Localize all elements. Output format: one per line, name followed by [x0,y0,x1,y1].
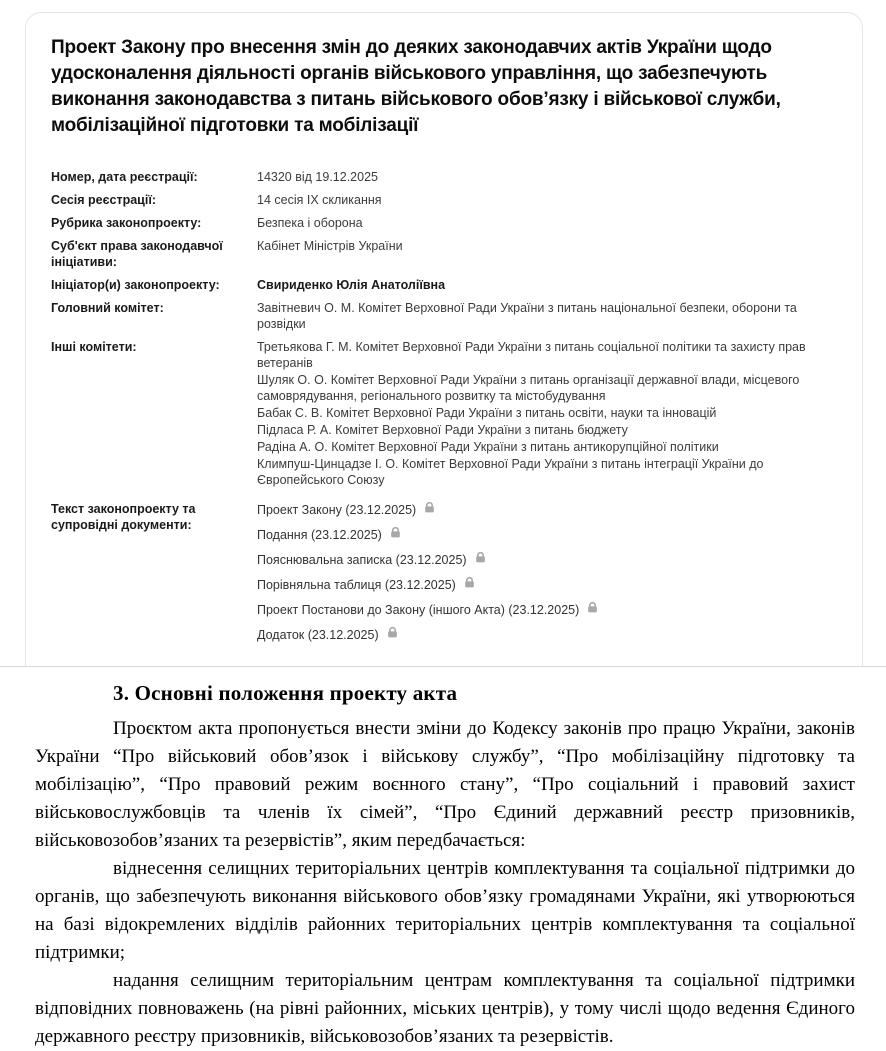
meta-row-main-committee [51,300,844,332]
meta-row-registration [51,169,844,185]
document-link-label: Пояснювальна записка (23.12.2025) [257,552,467,567]
document-link[interactable] [257,526,844,544]
lock-icon [389,526,402,544]
bill-title: Проект Закону про внесення змін до деяких законодавчих актів України щодо удосконалення діяльності органів військового управління, що забезпечують виконання законодавства з питань військового обов’язку і військової служби, мобілізаційної підготовки та мобілізації [51,37,781,136]
field-value: Безпека і оборона [257,216,363,230]
field-value: 14320 від 19.12.2025 [257,170,378,184]
meta-row-other-committees [51,339,844,489]
meta-row-rubric [51,215,844,231]
section-heading: 3. Основні положення проекту акта [113,681,458,705]
committee-item: Климпуш-Цинцадзе І. О. Комітет Верховної Ради України з питань інтеграції України до Європейського Союзу [257,457,764,487]
explanatory-note-section [35,681,855,1051]
document-link[interactable] [257,626,844,644]
committee-item: Бабак С. В. Комітет Верховної Ради України з питань освіти, науки та інновацій [257,406,717,420]
field-label: Суб'єкт права законодавчої ініціативи: [51,239,223,269]
committee-item: Підласа Р. А. Комітет Верховної Ради України з питань бюджету [257,423,628,437]
meta-row-initiator [51,277,844,293]
meta-row-subject [51,238,844,270]
document-link[interactable] [257,601,844,619]
bill-metadata [51,169,844,651]
other-committees-list [257,339,844,489]
committee-item: Третьякова Г. М. Комітет Верховної Ради України з питань соціальної політики та захисту прав ветеранів [257,340,806,370]
field-label: Ініціатор(и) законопроекту: [51,278,220,292]
meta-row-documents [51,501,844,651]
lock-icon [386,626,399,644]
lock-icon [474,551,487,569]
field-label: Номер, дата реєстрації: [51,170,198,184]
paragraph: віднесення селищних територіальних центрів комплектування та соціальної підтримки до органів, що забезпечують виконання військового обов’язку громадянами України, які утворюються на базі відокремлених відділів районних територіальних центрів комплектування та соціальної підтримки; [35,858,855,963]
field-value: 14 сесія IX скликання [257,193,382,207]
committee-item: Радіна А. О. Комітет Верховної Ради України з питань антикорупційної політики [257,440,719,454]
field-label: Сесія реєстрації: [51,193,156,207]
documents-list [257,501,844,651]
lock-icon [586,601,599,619]
lock-icon [463,576,476,594]
bill-card [25,12,863,666]
lock-icon [423,501,436,519]
document-link-label: Подання (23.12.2025) [257,527,382,542]
document-link[interactable] [257,576,844,594]
screenshot-clip-edge [0,666,886,667]
field-label: Інші комітети: [51,340,137,354]
initiator-name: Свириденко Юлія Анатоліївна [257,278,446,292]
document-link[interactable] [257,501,844,519]
meta-row-session [51,192,844,208]
field-label: Текст законопроекту та супровідні документи: [51,502,196,532]
paragraph: надання селищним територіальним центрам комплектування та соціальної підтримки відповідних повноважень (на рівні районних, міських центрів), у тому числі щодо ведення Єдиного державного реєстру призовників, військовозобов’язаних та резервістів. [35,970,855,1047]
paragraph: Проєктом акта пропонується внести зміни до Кодексу законів про працю України, законів України “Про військовий обов’язок і військову службу”, “Про мобілізаційну підготовку та мобілізацію”, “Про правовий режим воєнного стану”, “Про соціальний і правовий захист військовослужбовців та членів їх сімей”, “Про Єдиний державний реєстр призовників, військовозобов’язаних та резервістів”, яким передбачається: [35,718,855,851]
document-link-label: Порівняльна таблиця (23.12.2025) [257,577,456,592]
document-link-label: Проект Закону (23.12.2025) [257,502,417,517]
document-link-label: Проект Постанови до Закону (іншого Акта) (23.12.2025) [257,602,580,617]
field-label: Рубрика законопроекту: [51,216,202,230]
main-committee-value: Завітневич О. М. Комітет Верховної Ради України з питань національної безпеки, оборони та розвідки [257,301,797,331]
field-value: Кабінет Міністрів України [257,239,403,253]
document-link-label: Додаток (23.12.2025) [257,627,379,642]
committee-item: Шуляк О. О. Комітет Верховної Ради України з питань організації державної влади, місцевого самоврядування, регіонального розвитку та містобудування [257,373,800,403]
field-label: Головний комітет: [51,301,164,315]
document-link[interactable] [257,551,844,569]
